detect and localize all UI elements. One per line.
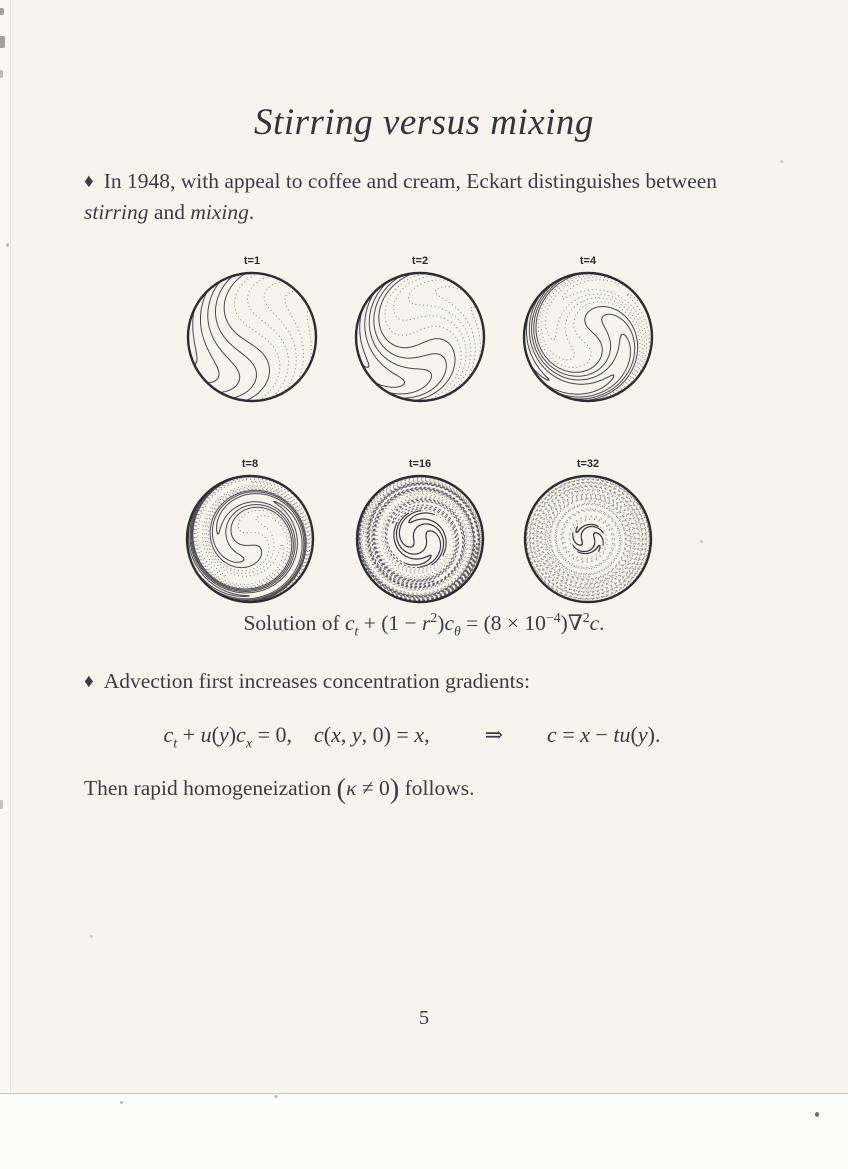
contour-line <box>363 478 482 566</box>
scan-artifact <box>0 800 3 809</box>
contour-line <box>385 273 461 400</box>
scan-speck <box>120 1101 123 1104</box>
contour-line <box>379 273 455 400</box>
panel-label: t=2 <box>411 255 429 267</box>
panel-t-16 <box>357 458 483 602</box>
diamond-bullet-icon: ♦ <box>84 671 94 692</box>
scan-artifact <box>0 36 5 48</box>
figure-caption: Solution of $c_t + (1 - r^2)c_\theta = (8 \times 10^{-4})\nabla^2c$. <box>243 610 605 639</box>
domain-circle <box>525 476 651 602</box>
bullet2-text: Advection first increases concentration gradients: <box>103 669 530 693</box>
scan-speck <box>6 243 9 247</box>
contour-line <box>471 307 480 365</box>
scan-speck <box>780 160 783 163</box>
domain-circle <box>188 273 316 401</box>
scan-speck <box>815 1112 819 1117</box>
panel-label: t=32 <box>576 458 600 470</box>
contour-line <box>365 291 405 387</box>
contour-line <box>436 287 476 383</box>
contour-line <box>536 273 638 400</box>
contour-line <box>578 546 600 554</box>
panel-label: t=8 <box>241 458 259 470</box>
scan-artifact <box>0 8 4 15</box>
domain-circle <box>187 476 313 602</box>
panel-t-2 <box>356 255 484 401</box>
panel-label: t=16 <box>408 458 432 470</box>
domain-circle <box>356 273 484 401</box>
diamond-bullet-icon: ♦ <box>84 171 94 192</box>
panel-t-8 <box>187 458 313 602</box>
contour-line <box>224 273 269 400</box>
contour-line <box>541 275 642 398</box>
panel-label: t=1 <box>243 255 261 267</box>
page-number: 5 <box>418 1007 430 1029</box>
contour-line <box>573 527 604 546</box>
page-title: Stirring versus mixing <box>254 101 594 143</box>
contour-line <box>538 273 640 400</box>
bullet-paragraph-2 <box>84 667 784 698</box>
contour-line <box>360 309 369 367</box>
advection-equation: $c_t + u(y)c_x = 0$, c(x, y, 0) = x, ⇒ c = x − tu(y). <box>163 722 661 752</box>
contour-line <box>576 524 599 532</box>
scan-speck <box>274 1095 278 1098</box>
bullet1-text: In 1948, with appeal to coffee and cream, Eckart distinguishes between stirring and mixing. <box>84 169 718 224</box>
scan-speck <box>700 540 703 543</box>
bullet-paragraph-1 <box>84 167 758 227</box>
scan-left-edge <box>0 0 11 1093</box>
panel-label: t=4 <box>579 255 597 267</box>
panel-t-1 <box>188 255 316 401</box>
panel-t-32 <box>525 458 651 602</box>
contour-line <box>307 309 311 365</box>
homogenization-line: Then rapid homogeneization (κ ≠ 0) follows. <box>84 774 475 805</box>
panel-t-4 <box>524 255 652 401</box>
figure-canvas <box>115 232 735 624</box>
scan-artifact <box>0 70 3 78</box>
contour-line <box>573 533 603 552</box>
contour-line <box>193 309 197 365</box>
scan-speck <box>90 935 93 938</box>
